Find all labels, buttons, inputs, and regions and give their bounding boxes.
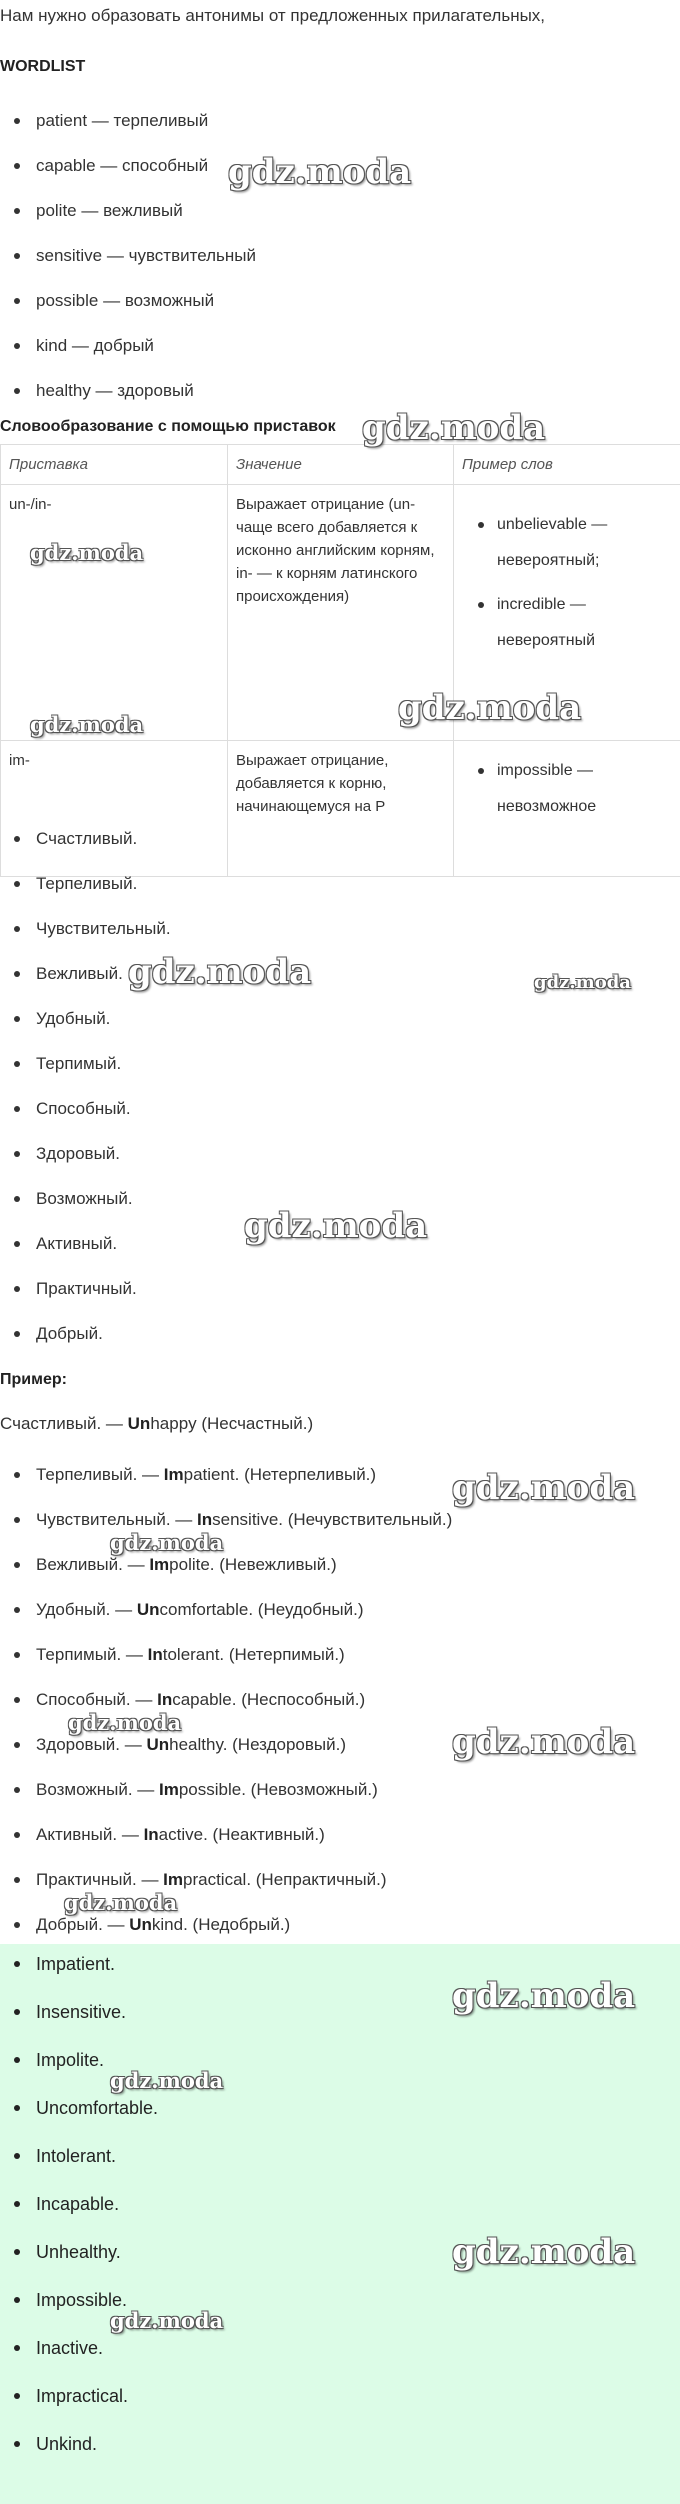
example-word: unbelievable — невероятный;: [462, 507, 672, 579]
prefix-cell: un-/in-: [1, 485, 228, 741]
example-prefix: Un: [146, 1735, 170, 1754]
example-source: Возможный. —: [36, 1780, 159, 1799]
watermark: gdz.moda: [110, 2308, 224, 2333]
watermark: gdz.moda: [228, 152, 412, 192]
adjective-item: Возможный.: [0, 1188, 171, 1233]
example-prefix: Im: [149, 1555, 170, 1574]
example-word: incredible — невероятный: [462, 587, 672, 659]
example-source: Удобный. —: [36, 1600, 137, 1619]
example-source: Счастливый. —: [0, 1414, 128, 1433]
adjective-item: Здоровый.: [0, 1143, 171, 1188]
example-result: possible. (Невозможный.): [178, 1780, 378, 1799]
column-header-prefix: Приставка: [1, 445, 228, 485]
watermark: gdz.moda: [362, 408, 546, 448]
answer-item: Impatient.: [0, 1952, 158, 2000]
column-header-meaning: Значение: [228, 445, 454, 485]
example-prefix: Un: [127, 1414, 151, 1433]
example-result: kind. (Недобрый.): [151, 1915, 291, 1934]
adjective-item: Удобный.: [0, 1008, 171, 1053]
answer-item: Unkind.: [0, 2432, 158, 2480]
example-result: sensitive. (Нечувствительный.): [212, 1510, 453, 1529]
example-result: healthy. (Нездоровый.): [169, 1735, 346, 1754]
example-source: Терпимый. —: [36, 1645, 148, 1664]
example-prefix: In: [143, 1825, 159, 1844]
wordlist-item: kind — добрый: [0, 335, 256, 380]
answer-item: Inactive.: [0, 2336, 158, 2384]
answer-item: Intolerant.: [0, 2144, 158, 2192]
watermark: gdz.moda: [30, 712, 144, 737]
example-prefix: In: [197, 1510, 213, 1529]
adjective-item: Терпимый.: [0, 1053, 171, 1098]
example-result: practical. (Непрактичный.): [183, 1870, 387, 1889]
watermark: gdz.moda: [30, 540, 144, 565]
answer-item: Incapable.: [0, 2192, 158, 2240]
adjective-item: Вежливый.: [0, 963, 171, 1008]
example-prefix: Im: [163, 1870, 184, 1889]
watermark: gdz.moda: [534, 972, 631, 993]
wordlist-item: polite — вежливый: [0, 200, 256, 245]
wordlist-item: possible — возможный: [0, 290, 256, 335]
answer-item: Impractical.: [0, 2384, 158, 2432]
example-item: [0, 1464, 452, 1509]
adjective-item: Активный.: [0, 1233, 171, 1278]
example-prefix: Un: [136, 1600, 160, 1619]
example-source: Вежливый. —: [36, 1555, 150, 1574]
adjective-item: Способный.: [0, 1098, 171, 1143]
watermark: gdz.moda: [244, 1206, 428, 1246]
watermark: gdz.moda: [64, 1890, 178, 1915]
example-source: Способный. —: [36, 1690, 158, 1709]
adjective-item: Чувствительный.: [0, 918, 171, 963]
adjective-item: Терпеливый.: [0, 873, 171, 918]
example-item: [0, 1509, 452, 1554]
answer-item: Impolite.: [0, 2048, 158, 2096]
column-header-examples: Пример слов: [454, 445, 680, 485]
example-prefix: In: [147, 1645, 163, 1664]
example-word: impossible — невозможное: [462, 753, 672, 825]
example-source: Добрый. —: [36, 1915, 130, 1934]
wordlist-item: patient — терпеливый: [0, 110, 256, 155]
watermark: gdz.moda: [110, 1530, 224, 1555]
example-prefix: In: [157, 1690, 173, 1709]
example-item: [0, 1734, 452, 1779]
examples-cell: [454, 741, 680, 877]
intro-text: Нам нужно образовать антонимы от предложенных прилагательных,: [0, 6, 546, 25]
watermark: gdz.moda: [110, 2068, 224, 2093]
example-item: [0, 1554, 452, 1599]
watermark: gdz.moda: [452, 1722, 636, 1762]
meaning-cell: Выражает отрицание (un- чаще всего добавляется к исконно английским корням, in- — к корням латинского происхождения): [228, 485, 454, 741]
meaning-cell: Выражает отрицание, добавляется к корню, начинающемуся на Р: [228, 741, 454, 877]
adjective-item: Счастливый.: [0, 828, 171, 873]
watermark: gdz.moda: [452, 1468, 636, 1508]
example-result: polite. (Невежливый.): [169, 1555, 337, 1574]
example-result: comfortable. (Неудобный.): [159, 1600, 364, 1619]
prefix-table: [0, 444, 680, 877]
example-source: Практичный. —: [36, 1870, 164, 1889]
wordlist: [0, 110, 256, 425]
example-result: tolerant. (Нетерпимый.): [162, 1645, 345, 1664]
answer-list: [0, 1952, 158, 2480]
example-source: Активный. —: [36, 1825, 144, 1844]
example-title: Пример:: [0, 1371, 67, 1388]
prefix-section-title: Словообразование с помощью приставок: [0, 418, 336, 435]
example-prefix: Im: [163, 1465, 184, 1484]
watermark: gdz.moda: [68, 1710, 182, 1735]
prefix-cell: im-: [1, 741, 228, 877]
example-source: Чувствительный. —: [36, 1510, 198, 1529]
answer-item: Impossible.: [0, 2288, 158, 2336]
wordlist-item: healthy — здоровый: [0, 380, 256, 425]
wordlist-item: capable — способный: [0, 155, 256, 200]
example-source: Терпеливый. —: [36, 1465, 164, 1484]
example-result: happy (Несчастный.): [150, 1414, 314, 1433]
answer-item: Unhealthy.: [0, 2240, 158, 2288]
adjective-item: Практичный.: [0, 1278, 171, 1323]
adjective-list: [0, 828, 171, 1368]
watermark: gdz.moda: [452, 1976, 636, 2016]
watermark: gdz.moda: [452, 2232, 636, 2272]
watermark: gdz.moda: [398, 688, 582, 728]
first-example: [0, 1414, 313, 1434]
example-item: [0, 1644, 452, 1689]
adjective-item: Добрый.: [0, 1323, 171, 1368]
example-result: patient. (Нетерпеливый.): [183, 1465, 377, 1484]
example-prefix: Im: [159, 1780, 179, 1799]
example-prefix: Un: [129, 1915, 152, 1934]
answer-item: Uncomfortable.: [0, 2096, 158, 2144]
example-result: active. (Неактивный.): [158, 1825, 325, 1844]
example-item: [0, 1779, 452, 1824]
wordlist-title: WORDLIST: [0, 58, 86, 75]
example-source: Здоровый. —: [36, 1735, 147, 1754]
answer-item: Insensitive.: [0, 2000, 158, 2048]
example-result: capable. (Неспособный.): [172, 1690, 366, 1709]
wordlist-item: sensitive — чувствительный: [0, 245, 256, 290]
watermark: gdz.moda: [128, 952, 312, 992]
example-item: [0, 1824, 452, 1869]
example-item: [0, 1599, 452, 1644]
table-header-row: [1, 445, 680, 485]
